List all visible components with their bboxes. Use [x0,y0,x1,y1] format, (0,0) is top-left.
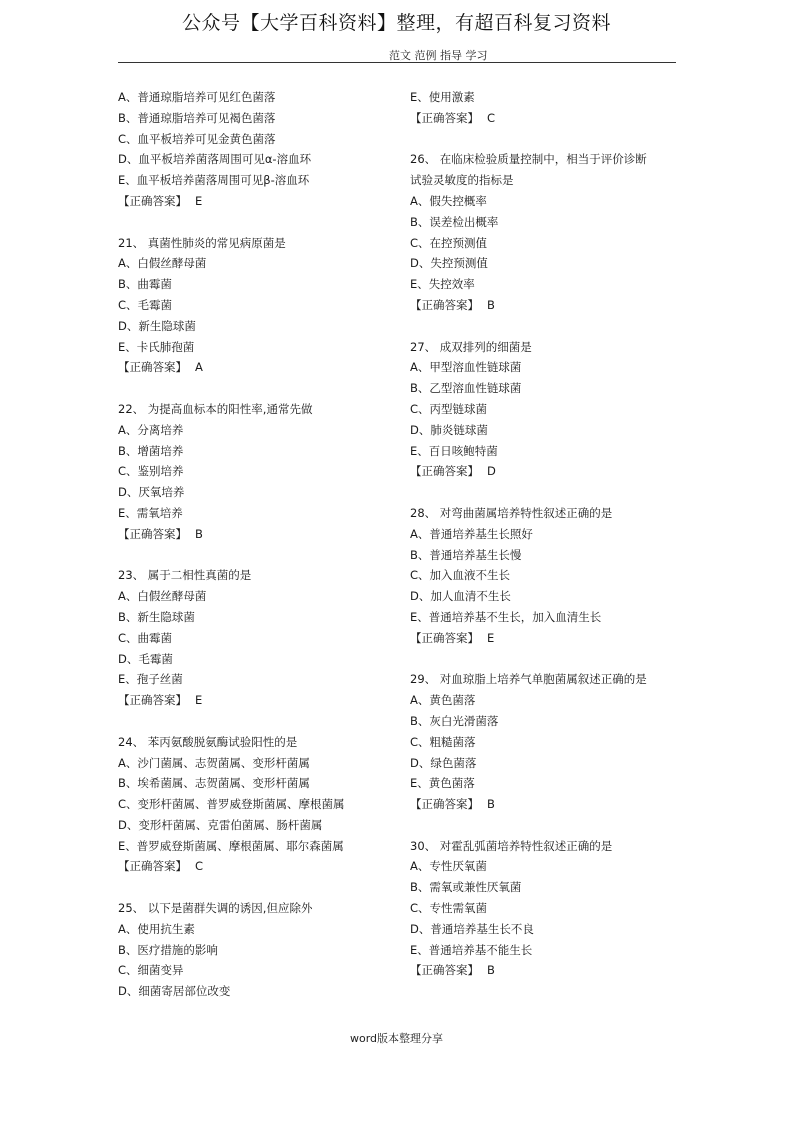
question-stem: 29、 对血琼脂上培养气单胞菌属叙述正确的是 [410,672,647,687]
correct-answer-value: B [487,797,495,812]
answer-option: A、普通琼脂培养可见红色菌落 [118,90,276,104]
answer-option: A、使用抗生素 [118,921,195,936]
question-stem: 27、 成双排列的细菌是 [410,339,532,354]
correct-answer [410,461,680,482]
answer-option: C、加入血液不生长 [410,568,511,583]
correct-answer [118,856,388,877]
answer-option: E、血平板培养菌落周围可见β-溶血环 [118,173,310,188]
correct-answer [118,357,388,378]
correct-answer [118,690,388,711]
answer-option: D、加人血清不生长 [410,589,511,604]
correct-answer-value: A [195,360,203,375]
question-spacer [118,212,388,233]
correct-answer-label: 【正确答案】 [118,360,187,375]
correct-answer [410,960,680,981]
correct-answer-value: C [195,859,204,874]
answer-option: B、增菌培养 [118,443,184,458]
correct-answer-value: B [487,963,495,978]
correct-answer-label: 【正确答案】 [410,797,479,812]
question-stem: 21、 真菌性肺炎的常见病原菌是 [118,235,286,250]
answer-option: B、普通琼脂培养可见褐色菌落 [118,110,276,125]
answer-option: B、曲霉菌 [118,277,172,292]
right-column [410,87,680,981]
correct-answer-value: D [487,464,496,479]
question-spacer [410,482,680,503]
question-spacer [118,378,388,399]
answer-option: A、假失控概率 [410,193,487,208]
correct-answer-label: 【正确答案】 [118,859,187,874]
correct-answer [410,295,680,316]
page-header-subtitle: 范文 范例 指导 学习 [389,49,488,62]
answer-option: D、血平板培养菌落周围可见α-溶血环 [118,152,312,167]
question-spacer [118,877,388,898]
answer-option: C、变形杆菌属、普罗威登斯菌属、摩根菌属 [118,797,345,812]
answer-option: D、细菌寄居部位改变 [118,984,231,999]
answer-option: E、使用激素 [410,90,475,104]
answer-option: B、灰白光滑菌落 [410,713,499,728]
answer-option: C、在控预测值 [410,235,488,250]
correct-answer-value: E [487,630,495,645]
question-stem: 30、 对霍乱弧菌培养特性叙述正确的是 [410,838,613,853]
header-divider [118,62,676,63]
answer-option: C、鉴别培养 [118,464,184,479]
answer-option: E、普罗威登斯菌属、摩根菌属、耶尔森菌属 [118,838,344,853]
answer-option: C、粗糙菌落 [410,734,476,749]
answer-option: D、毛霉菌 [118,651,173,666]
answer-option: E、普通培养基不生长，加入血清生长 [410,609,602,624]
correct-answer-label: 【正确答案】 [118,193,187,208]
answer-option: D、变形杆菌属、克雷伯菌属、肠杆菌属 [118,817,323,832]
page-header-title: 公众号【大学百科资料】整理，有超百科复习资料 [181,12,611,34]
answer-option: B、新生隐球菌 [118,609,195,624]
answer-option: E、百日咳鲍特菌 [410,443,498,458]
question-spacer [410,815,680,836]
answer-option: E、失控效率 [410,277,475,292]
answer-option: B、乙型溶血性链球菌 [410,381,522,396]
answer-option: D、厌氧培养 [118,485,185,500]
question-stem: 23、 属于二相性真菌的是 [118,568,252,583]
correct-answer [118,191,388,212]
answer-option: E、孢子丝菌 [118,672,183,687]
answer-option: C、毛霉菌 [118,297,173,312]
answer-option: A、沙门菌属、志贺菌属、变形杆菌属 [118,755,310,770]
page-footer: word版本整理分享 [349,1032,444,1045]
correct-answer-value: C [487,110,496,125]
answer-option: D、肺炎链球菌 [410,422,488,437]
correct-answer-value: B [487,297,495,312]
question-spacer [410,129,680,150]
answer-option: C、曲霉菌 [118,630,173,645]
question-spacer [410,649,680,670]
correct-answer-value: E [195,193,203,208]
correct-answer-label: 【正确答案】 [118,693,187,708]
correct-answer-label: 【正确答案】 [410,110,479,125]
correct-answer-label: 【正确答案】 [118,526,187,541]
answer-option: B、医疗措施的影响 [118,942,218,957]
answer-option: A、专性厌氧菌 [410,859,487,874]
correct-answer-label: 【正确答案】 [410,464,479,479]
answer-option: A、分离培养 [118,422,184,437]
question-stem: 24、 苯丙氨酸脱氨酶试验阳性的是 [118,734,298,749]
question-spacer [118,711,388,732]
question-spacer [118,545,388,566]
answer-option: 试验灵敏度的指标是 [410,173,514,188]
question-stem: 26、 在临床检验质量控制中，相当于评价诊断 [410,152,647,167]
correct-answer-label: 【正确答案】 [410,963,479,978]
answer-option: D、新生隐球菌 [118,318,196,333]
answer-option: C、丙型链球菌 [410,401,488,416]
answer-option: E、需氧培养 [118,505,183,520]
answer-option: B、误差检出概率 [410,214,499,229]
question-stem: 25、 以下是菌群失调的诱因,但应除外 [118,901,313,916]
answer-option: E、卡氏肺孢菌 [118,339,195,354]
answer-option: D、绿色菌落 [410,755,477,770]
question-stem: 28、 对弯曲菌属培养特性叙述正确的是 [410,505,613,520]
correct-answer [410,628,680,649]
correct-answer-label: 【正确答案】 [410,297,479,312]
correct-answer [118,524,388,545]
answer-option: E、黄色菌落 [410,776,475,791]
answer-option: B、普通培养基生长慢 [410,547,522,562]
question-spacer [410,316,680,337]
correct-answer-label: 【正确答案】 [410,630,479,645]
answer-option: A、黄色菌落 [410,693,476,708]
answer-option: B、需氧或兼性厌氧菌 [410,880,522,895]
answer-option: A、白假丝酵母菌 [118,256,207,271]
correct-answer [410,794,680,815]
correct-answer [410,108,680,129]
answer-option: E、普通培养基不能生长 [410,942,533,957]
answer-option: C、血平板培养可见金黄色菌落 [118,131,276,146]
answer-option: A、甲型溶血性链球菌 [410,360,522,375]
question-stem: 22、 为提高血标本的阳性率,通常先做 [118,401,313,416]
answer-option: A、普通培养基生长照好 [410,526,533,541]
answer-option: B、埃希菌属、志贺菌属、变形杆菌属 [118,776,310,791]
correct-answer-value: B [195,526,203,541]
answer-option: D、普通培养基生长不良 [410,921,534,936]
answer-option: A、白假丝酵母菌 [118,589,207,604]
answer-option: C、细菌变异 [118,963,184,978]
left-column [118,87,388,1002]
answer-option: D、失控预测值 [410,256,488,271]
correct-answer-value: E [195,693,203,708]
answer-option: C、专性需氧菌 [410,901,488,916]
